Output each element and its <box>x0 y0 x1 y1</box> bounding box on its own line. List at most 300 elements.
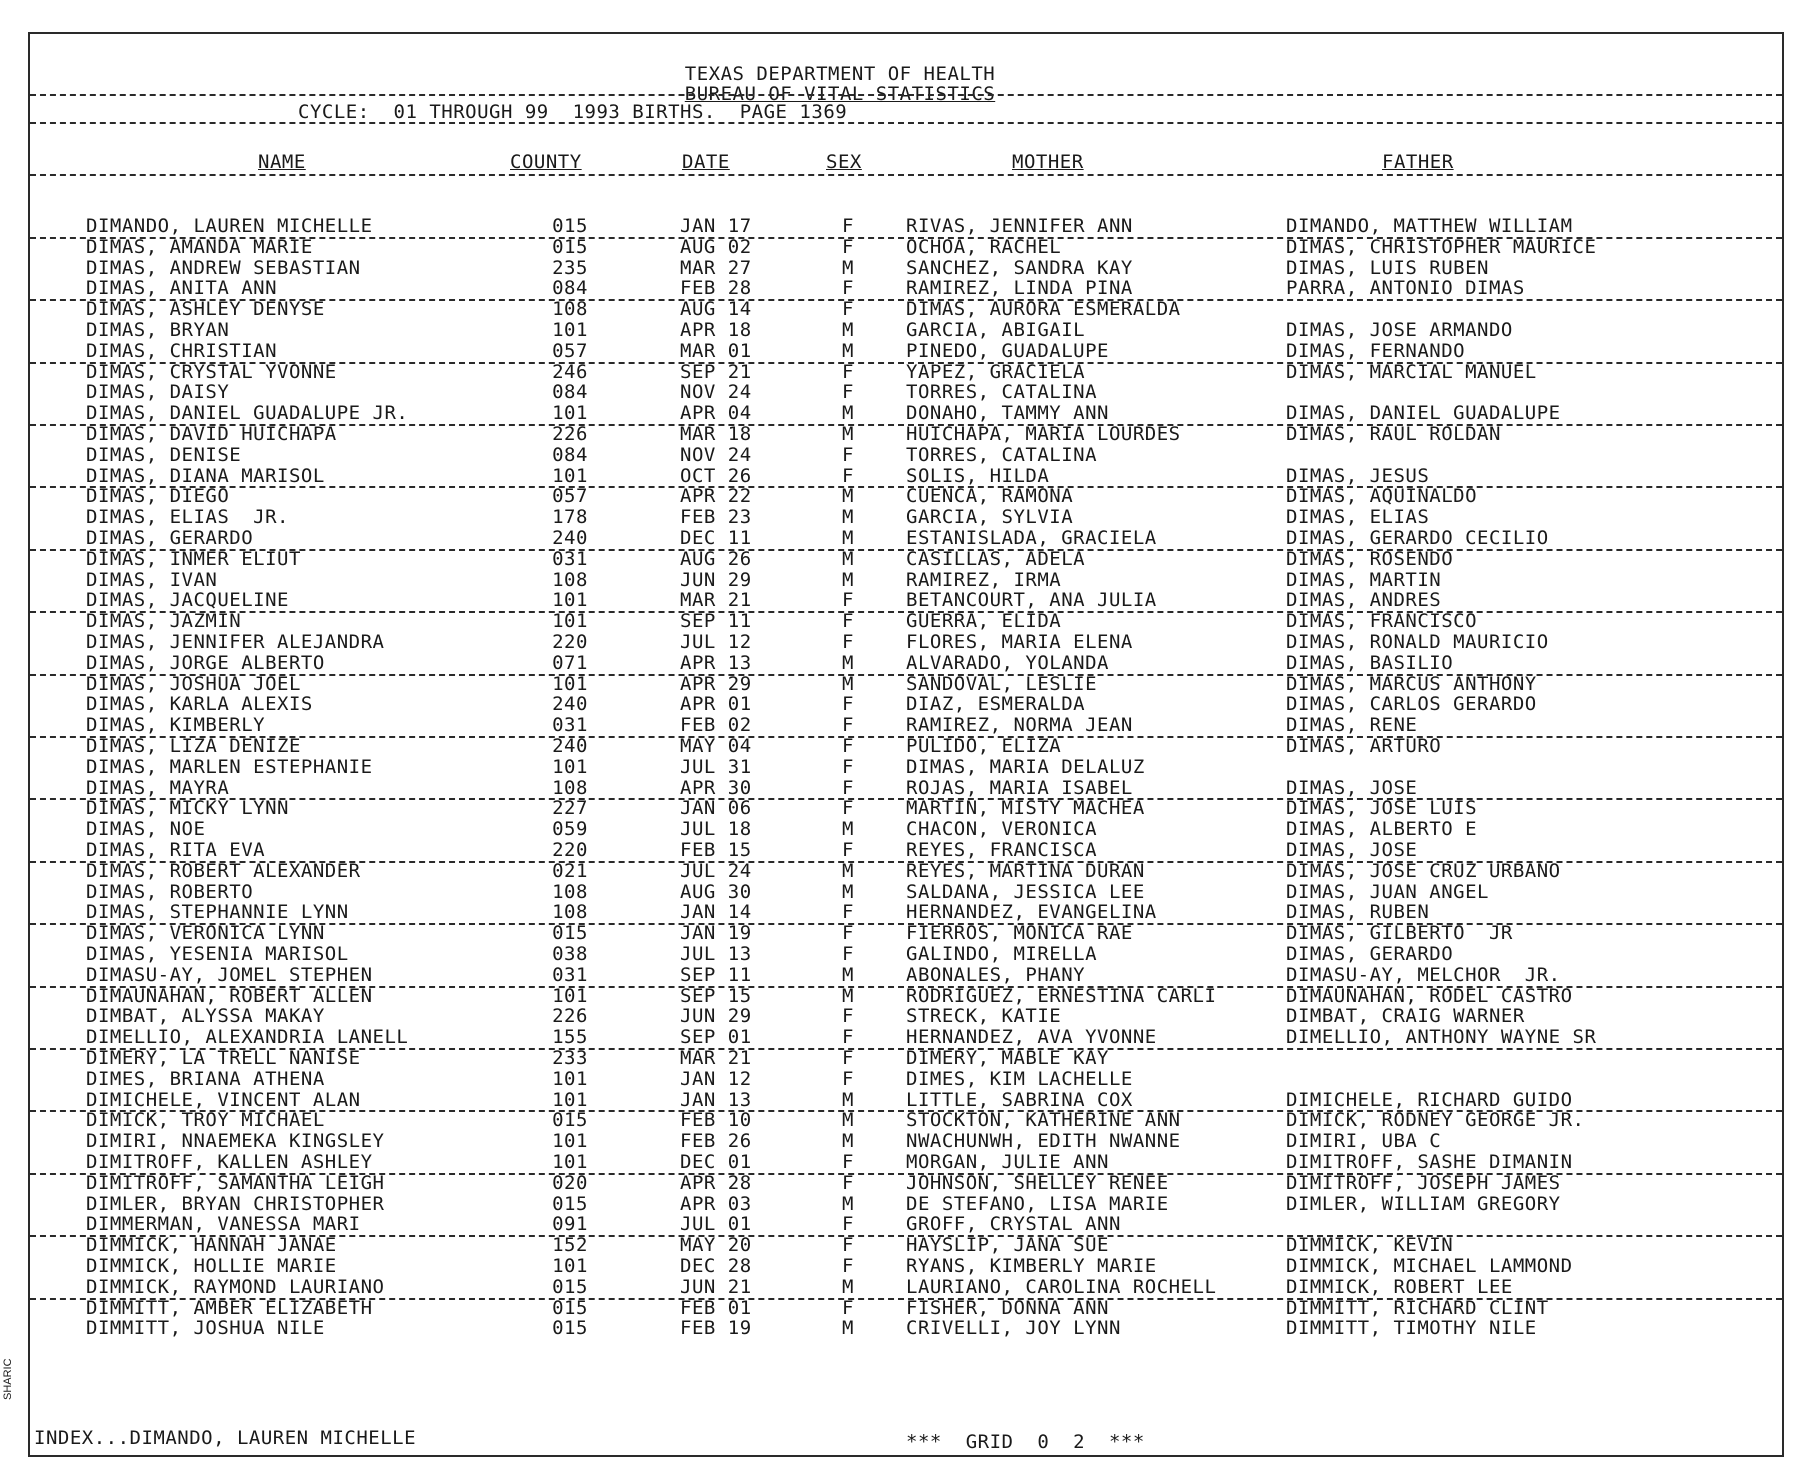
cell-name: DIMAS, JAZMIN <box>86 610 242 633</box>
cell-father: DIMAS, JESUS <box>1286 464 1430 487</box>
cell-father: DIMAS, ARTURO <box>1286 735 1442 757</box>
cell-name: DIMAS, YESENIA MARISOL <box>86 943 349 965</box>
cell-date: NOV 24 <box>680 381 752 404</box>
cell-father: DIMMITT, RICHARD CLINT <box>1286 1296 1549 1319</box>
cell-father: DIMAS, FRANCISCO <box>1286 610 1478 633</box>
cell-mother: MORGAN, JULIE ANN <box>906 1151 1109 1173</box>
cell-county: 101 <box>552 755 588 778</box>
table-row <box>30 798 1782 819</box>
table-row <box>30 507 1782 528</box>
table-row <box>30 1256 1782 1277</box>
cell-date: SEP 11 <box>680 963 752 986</box>
cell-sex: M <box>842 818 854 841</box>
table-row <box>30 1194 1782 1215</box>
index-footer: INDEX...DIMANDO, LAUREN MICHELLE <box>34 1427 417 1449</box>
cell-county: 059 <box>552 818 588 841</box>
column-header-name: NAME <box>258 151 306 173</box>
cell-date: AUG 26 <box>680 547 752 570</box>
cell-mother: DE STEFANO, LISA MARIE <box>906 1192 1169 1215</box>
cell-name: DIMAS, MARLEN ESTEPHANIE <box>86 755 373 778</box>
cell-father: DIMANDO, MATTHEW WILLIAM <box>1286 215 1573 237</box>
cell-name: DIMBAT, ALYSSA MAKAY <box>86 1005 325 1028</box>
cell-date: FEB 19 <box>680 1317 752 1340</box>
cell-father: DIMAS, CARLOS GERARDO <box>1286 693 1537 716</box>
cell-county: 240 <box>552 527 588 549</box>
cell-county: 101 <box>552 1255 588 1277</box>
table-row <box>30 1235 1782 1256</box>
cell-father: DIMAS, JOSE LUIS <box>1286 797 1478 820</box>
cell-sex: M <box>842 1192 854 1215</box>
cell-date: SEP 11 <box>680 610 752 633</box>
cell-sex: M <box>842 963 854 986</box>
cell-mother: OCHOA, RACHEL <box>906 235 1062 258</box>
table-row <box>30 549 1782 570</box>
cell-date: JUL 18 <box>680 818 752 841</box>
cell-name: DIMAS, VERONICA LYNN <box>86 922 325 945</box>
cell-county: 101 <box>552 610 588 633</box>
cell-name: DIMAS, DIEGO <box>86 485 230 508</box>
cell-sex: M <box>842 1088 854 1111</box>
table-row <box>30 819 1782 840</box>
cell-county: 084 <box>552 443 588 466</box>
cell-sex: F <box>842 381 854 404</box>
cell-date: AUG 14 <box>680 298 752 321</box>
cell-date: SEP 15 <box>680 984 752 1007</box>
cell-county: 015 <box>552 1275 588 1298</box>
cell-mother: SANCHEZ, SANDRA KAY <box>906 256 1133 279</box>
cell-name: DIMAS, STEPHANNIE LYNN <box>86 901 349 924</box>
table-row <box>30 258 1782 279</box>
cell-father: DIMAS, ELIAS <box>1286 506 1430 529</box>
cell-mother: STRECK, KATIE <box>906 1005 1062 1028</box>
cell-name: DIMAS, JENNIFER ALEJANDRA <box>86 631 385 653</box>
cell-sex: M <box>842 859 854 882</box>
cell-date: SEP 21 <box>680 360 752 383</box>
cell-county: 226 <box>552 423 588 445</box>
cell-sex: F <box>842 1171 854 1194</box>
cell-name: DIMITROFF, SAMANTHA LEIGH <box>86 1171 385 1194</box>
cell-sex: M <box>842 423 854 445</box>
cell-county: 101 <box>552 402 588 425</box>
cell-sex: M <box>842 880 854 903</box>
cell-name: DIMMICK, HOLLIE MARIE <box>86 1255 337 1277</box>
cell-date: APR 28 <box>680 1171 752 1194</box>
cell-date: JUN 29 <box>680 568 752 591</box>
cell-mother: DONAHO, TAMMY ANN <box>906 402 1109 425</box>
cell-name: DIMELLIO, ALEXANDRIA LANELL <box>86 1026 409 1049</box>
table-row <box>30 632 1782 653</box>
cell-county: 220 <box>552 839 588 861</box>
cell-sex: M <box>842 1275 854 1298</box>
cell-name: DIMAS, CHRISTIAN <box>86 339 278 362</box>
cell-father: DIMAS, ANDRES <box>1286 589 1442 612</box>
column-header-father: FATHER <box>1382 151 1454 173</box>
cell-date: MAY 04 <box>680 735 752 757</box>
cell-date: JUL 12 <box>680 631 752 653</box>
cell-county: 057 <box>552 339 588 362</box>
cell-name: DIMAS, NOE <box>86 818 206 841</box>
cell-name: DIMMERMAN, VANESSA MARI <box>86 1213 361 1236</box>
cell-date: APR 29 <box>680 672 752 695</box>
table-row <box>30 299 1782 320</box>
cell-mother: RAMIREZ, LINDA PINA <box>906 277 1133 300</box>
cell-sex: F <box>842 443 854 466</box>
cell-mother: RODRIGUEZ, ERNESTINA CARLI <box>906 984 1217 1007</box>
cell-date: OCT 26 <box>680 464 752 487</box>
cell-date: JUL 01 <box>680 1213 752 1236</box>
table-row <box>30 674 1782 695</box>
cell-name: DIMMICK, HANNAH JANAE <box>86 1234 337 1257</box>
cell-father: DIMELLIO, ANTHONY WAYNE SR <box>1286 1026 1597 1049</box>
cell-county: 227 <box>552 797 588 820</box>
cell-mother: CUENCA, RAMONA <box>906 485 1074 508</box>
cell-father: DIMAS, LUIS RUBEN <box>1286 256 1489 279</box>
cell-name: DIMAS, ROBERTO <box>86 880 254 903</box>
table-row <box>30 882 1782 903</box>
cell-sex: F <box>842 298 854 321</box>
table-row <box>30 1006 1782 1027</box>
cell-date: FEB 01 <box>680 1296 752 1319</box>
cell-county: 015 <box>552 1317 588 1340</box>
cell-mother: GUERRA, ELIDA <box>906 610 1062 633</box>
cell-mother: RIVAS, JENNIFER ANN <box>906 215 1133 237</box>
cell-sex: M <box>842 256 854 279</box>
cell-father: DIMAUNAHAN, RODEL CASTRO <box>1286 984 1573 1007</box>
cell-date: APR 22 <box>680 485 752 508</box>
grid-footer: *** GRID 0 2 *** <box>906 1431 1145 1453</box>
cell-mother: REYES, MARTINA DURAN <box>906 859 1145 882</box>
cell-mother: SOLIS, HILDA <box>906 464 1050 487</box>
cell-mother: HUICHAPA, MARIA LOURDES <box>906 423 1181 445</box>
cell-father: DIMAS, JOSE CRUZ URBANO <box>1286 859 1561 882</box>
cell-date: JAN 17 <box>680 215 752 237</box>
cell-county: 108 <box>552 776 588 799</box>
cell-mother: REYES, FRANCISCA <box>906 839 1098 861</box>
cell-father: DIMAS, JOSE <box>1286 776 1418 799</box>
cell-sex: F <box>842 1067 854 1090</box>
cell-sex: F <box>842 215 854 237</box>
cell-sex: M <box>842 506 854 529</box>
cell-county: 015 <box>552 922 588 945</box>
cell-sex: F <box>842 839 854 861</box>
cell-date: APR 18 <box>680 319 752 341</box>
table-row <box>30 611 1782 632</box>
cell-date: JAN 12 <box>680 1067 752 1090</box>
cell-name: DIMAS, DIANA MARISOL <box>86 464 325 487</box>
cell-county: 084 <box>552 381 588 404</box>
cell-mother: SANDOVAL, LESLIE <box>906 672 1098 695</box>
cell-sex: M <box>842 568 854 591</box>
cell-name: DIMAS, DANIEL GUADALUPE JR. <box>86 402 409 425</box>
cell-name: DIMAS, JORGE ALBERTO <box>86 651 325 674</box>
cell-county: 038 <box>552 943 588 965</box>
cell-date: APR 04 <box>680 402 752 425</box>
cell-father: DIMMICK, MICHAEL LAMMOND <box>1286 1255 1573 1277</box>
cell-county: 108 <box>552 568 588 591</box>
cell-sex: M <box>842 984 854 1007</box>
table-row <box>30 486 1782 507</box>
cell-date: JAN 13 <box>680 1088 752 1111</box>
cell-father: DIMITROFF, SASHE DIMANIN <box>1286 1151 1573 1173</box>
cell-sex: F <box>842 943 854 965</box>
bureau-title: BUREAU OF VITAL STATISTICS <box>684 83 996 105</box>
cell-father: DIMAS, ALBERTO E <box>1286 818 1478 841</box>
cell-name: DIMLER, BRYAN CHRISTOPHER <box>86 1192 385 1215</box>
cell-mother: GROFF, CRYSTAL ANN <box>906 1213 1121 1236</box>
cell-sex: F <box>842 735 854 757</box>
cell-name: DIMIRI, NNAEMEKA KINGSLEY <box>86 1130 385 1153</box>
table-row <box>30 944 1782 965</box>
column-header-rule <box>30 174 1782 176</box>
cell-name: DIMAS, RITA EVA <box>86 839 266 861</box>
cell-father: DIMICHELE, RICHARD GUIDO <box>1286 1088 1573 1111</box>
cell-sex: F <box>842 1234 854 1257</box>
cell-father: DIMICK, RODNEY GEORGE JR. <box>1286 1109 1585 1132</box>
cell-sex: F <box>842 901 854 924</box>
cell-father: DIMAS, RENE <box>1286 714 1418 737</box>
cell-mother: PULIDO, ELIZA <box>906 735 1062 757</box>
table-row <box>30 320 1782 341</box>
cell-mother: MARTIN, MISTY MACHEA <box>906 797 1145 820</box>
cell-father: DIMITROFF, JOSEPH JAMES <box>1286 1171 1561 1194</box>
cell-name: DIMAS, ANDREW SEBASTIAN <box>86 256 361 279</box>
cell-mother: FLORES, MARIA ELENA <box>906 631 1133 653</box>
cell-mother: TORRES, CATALINA <box>906 443 1098 466</box>
cell-mother: ESTANISLADA, GRACIELA <box>906 527 1157 549</box>
cell-mother: FIERROS, MONICA RAE <box>906 922 1133 945</box>
cell-father: DIMAS, MARCIAL MANUEL <box>1286 360 1537 383</box>
cell-county: 084 <box>552 277 588 300</box>
cell-sex: F <box>842 589 854 612</box>
cell-father: DIMAS, ROSENDO <box>1286 547 1454 570</box>
table-row <box>30 1110 1782 1131</box>
cell-county: 091 <box>552 1213 588 1236</box>
cell-date: JUN 29 <box>680 1005 752 1028</box>
cell-date: JUN 21 <box>680 1275 752 1298</box>
cell-mother: DIMAS, MARIA DELALUZ <box>906 755 1145 778</box>
cell-name: DIMAS, JOSHUA JOEL <box>86 672 301 695</box>
cell-county: 235 <box>552 256 588 279</box>
cell-mother: DIMES, KIM LACHELLE <box>906 1067 1133 1090</box>
cell-sex: F <box>842 1026 854 1049</box>
cell-county: 155 <box>552 1026 588 1049</box>
column-header-date: DATE <box>682 151 730 173</box>
cell-county: 246 <box>552 360 588 383</box>
cell-name: DIMAS, AMANDA MARIE <box>86 235 313 258</box>
cell-sex: M <box>842 339 854 362</box>
cell-county: 031 <box>552 714 588 737</box>
side-stamp: SHARIC <box>2 1358 14 1400</box>
cell-date: AUG 30 <box>680 880 752 903</box>
cell-father: DIMAS, RONALD MAURICIO <box>1286 631 1549 653</box>
cell-date: DEC 01 <box>680 1151 752 1173</box>
cell-mother: GARCIA, SYLVIA <box>906 506 1074 529</box>
department-title: TEXAS DEPARTMENT OF HEALTH <box>684 63 996 85</box>
cell-county: 101 <box>552 1088 588 1111</box>
cycle-line: CYCLE: 01 THROUGH 99 1993 BIRTHS. PAGE 1369 <box>298 101 848 123</box>
cell-sex: M <box>842 1109 854 1132</box>
table-row <box>30 382 1782 403</box>
cell-sex: F <box>842 631 854 653</box>
cell-mother: CASILLAS, ADELA <box>906 547 1086 570</box>
cell-name: DIMANDO, LAUREN MICHELLE <box>86 215 373 237</box>
cell-county: 015 <box>552 215 588 237</box>
cell-date: FEB 10 <box>680 1109 752 1132</box>
cell-date: MAR 21 <box>680 589 752 612</box>
cell-date: FEB 28 <box>680 277 752 300</box>
cell-sex: F <box>842 776 854 799</box>
table-row <box>30 986 1782 1007</box>
cell-mother: ALVARADO, YOLANDA <box>906 651 1109 674</box>
header-rule-mid <box>30 122 1782 124</box>
cell-father: DIMAS, BASILIO <box>1286 651 1454 674</box>
cell-name: DIMAS, ELIAS JR. <box>86 506 289 529</box>
cell-county: 071 <box>552 651 588 674</box>
cell-name: DIMAS, GERARDO <box>86 527 254 549</box>
cell-date: MAR 01 <box>680 339 752 362</box>
table-row <box>30 1173 1782 1194</box>
cell-father: DIMAS, RUBEN <box>1286 901 1430 924</box>
cell-mother: LITTLE, SABRINA COX <box>906 1088 1133 1111</box>
cell-county: 020 <box>552 1171 588 1194</box>
cell-sex: M <box>842 672 854 695</box>
cell-name: DIMAS, MICKY LYNN <box>86 797 289 820</box>
cell-mother: HERNANDEZ, EVANGELINA <box>906 901 1157 924</box>
cell-county: 015 <box>552 1192 588 1215</box>
cell-name: DIMMICK, RAYMOND LAURIANO <box>86 1275 385 1298</box>
cell-date: FEB 02 <box>680 714 752 737</box>
table-row <box>30 237 1782 258</box>
cell-sex: F <box>842 693 854 716</box>
cell-father: DIMAS, JOSE <box>1286 839 1418 861</box>
cell-mother: GARCIA, ABIGAIL <box>906 319 1086 341</box>
cell-father: DIMBAT, CRAIG WARNER <box>1286 1005 1525 1028</box>
cell-sex: F <box>842 360 854 383</box>
table-row <box>30 570 1782 591</box>
cell-date: DEC 11 <box>680 527 752 549</box>
table-row <box>30 757 1782 778</box>
cell-date: APR 01 <box>680 693 752 716</box>
cell-mother: RAMIREZ, NORMA JEAN <box>906 714 1133 737</box>
cell-mother: YAPEZ, GRACIELA <box>906 360 1086 383</box>
cell-mother: HAYSLIP, JANA SUE <box>906 1234 1109 1257</box>
cell-father: DIMAS, GERARDO CECILIO <box>1286 527 1549 549</box>
cell-sex: F <box>842 610 854 633</box>
column-header-sex: SEX <box>826 151 862 173</box>
cell-sex: F <box>842 464 854 487</box>
cell-county: 101 <box>552 589 588 612</box>
cell-father: DIMAS, MARTIN <box>1286 568 1442 591</box>
cell-mother: PINEDO, GUADALUPE <box>906 339 1109 362</box>
cell-father: DIMAS, GERARDO <box>1286 943 1454 965</box>
cell-county: 015 <box>552 1296 588 1319</box>
cell-date: FEB 23 <box>680 506 752 529</box>
column-header-county: COUNTY <box>510 151 582 173</box>
cell-mother: LAURIANO, CAROLINA ROCHELL <box>906 1275 1217 1298</box>
cell-father: DIMAS, FERNANDO <box>1286 339 1466 362</box>
cell-county: 226 <box>552 1005 588 1028</box>
table-row <box>30 736 1782 757</box>
cell-name: DIMAS, DENISE <box>86 443 242 466</box>
cell-date: JAN 06 <box>680 797 752 820</box>
cell-father: DIMAS, DANIEL GUADALUPE <box>1286 402 1561 425</box>
cell-date: JAN 14 <box>680 901 752 924</box>
cell-mother: ABONALES, PHANY <box>906 963 1086 986</box>
cell-father: DIMAS, GILBERTO JR <box>1286 922 1513 945</box>
cell-name: DIMERY, LA TRELL NANISE <box>86 1047 361 1069</box>
cell-name: DIMAS, ASHLEY DENYSE <box>86 298 325 321</box>
cell-date: FEB 15 <box>680 839 752 861</box>
cell-father: DIMAS, CHRISTOPHER MAURICE <box>1286 235 1597 258</box>
cell-date: SEP 01 <box>680 1026 752 1049</box>
cell-sex: F <box>842 1296 854 1319</box>
cell-county: 031 <box>552 547 588 570</box>
cell-sex: M <box>842 1130 854 1153</box>
cell-name: DIMITROFF, KALLEN ASHLEY <box>86 1151 373 1173</box>
cell-name: DIMES, BRIANA ATHENA <box>86 1067 325 1090</box>
cell-father: DIMMICK, KEVIN <box>1286 1234 1454 1257</box>
cell-name: DIMMITT, JOSHUA NILE <box>86 1317 325 1340</box>
cell-county: 240 <box>552 735 588 757</box>
table-row <box>30 1131 1782 1152</box>
table-row <box>30 424 1782 445</box>
cell-name: DIMAS, DAISY <box>86 381 230 404</box>
cell-date: JAN 19 <box>680 922 752 945</box>
cell-father: DIMAS, JUAN ANGEL <box>1286 880 1489 903</box>
cell-name: DIMAS, IVAN <box>86 568 218 591</box>
cell-name: DIMAS, ANITA ANN <box>86 277 278 300</box>
cell-date: APR 30 <box>680 776 752 799</box>
cell-mother: RAMIREZ, IRMA <box>906 568 1062 591</box>
cell-sex: M <box>842 319 854 341</box>
cell-sex: F <box>842 235 854 258</box>
cell-mother: HERNANDEZ, AVA YVONNE <box>906 1026 1157 1049</box>
cell-name: DIMAS, DAVID HUICHAPA <box>86 423 337 445</box>
cell-county: 101 <box>552 319 588 341</box>
cell-father: DIMLER, WILLIAM GREGORY <box>1286 1192 1561 1215</box>
header-rule-top <box>30 94 1782 96</box>
cell-mother: JOHNSON, SHELLEY RENEE <box>906 1171 1169 1194</box>
cell-mother: FISHER, DONNA ANN <box>906 1296 1109 1319</box>
table-row <box>30 1318 1782 1339</box>
cell-county: 101 <box>552 672 588 695</box>
cell-sex: M <box>842 402 854 425</box>
table-row <box>30 1048 1782 1069</box>
cell-date: MAR 27 <box>680 256 752 279</box>
cell-date: MAR 21 <box>680 1047 752 1069</box>
register-page <box>28 32 1784 1457</box>
cell-father: PARRA, ANTONIO DIMAS <box>1286 277 1525 300</box>
cell-name: DIMMITT, AMBER ELIZABETH <box>86 1296 373 1319</box>
cell-sex: F <box>842 1151 854 1173</box>
cell-mother: TORRES, CATALINA <box>906 381 1098 404</box>
cell-mother: CHACON, VERONICA <box>906 818 1098 841</box>
cell-sex: F <box>842 1005 854 1028</box>
cell-mother: DIAZ, ESMERALDA <box>906 693 1086 716</box>
cell-mother: SALDANA, JESSICA LEE <box>906 880 1145 903</box>
cell-sex: M <box>842 485 854 508</box>
cell-mother: NWACHUNWH, EDITH NWANNE <box>906 1130 1181 1153</box>
table-row <box>30 694 1782 715</box>
cell-county: 152 <box>552 1234 588 1257</box>
cell-mother: RYANS, KIMBERLY MARIE <box>906 1255 1157 1277</box>
table-row <box>30 1069 1782 1090</box>
cell-date: NOV 24 <box>680 443 752 466</box>
cell-county: 057 <box>552 485 588 508</box>
cell-sex: F <box>842 1213 854 1236</box>
cell-sex: F <box>842 277 854 300</box>
cell-father: DIMIRI, UBA C <box>1286 1130 1442 1153</box>
